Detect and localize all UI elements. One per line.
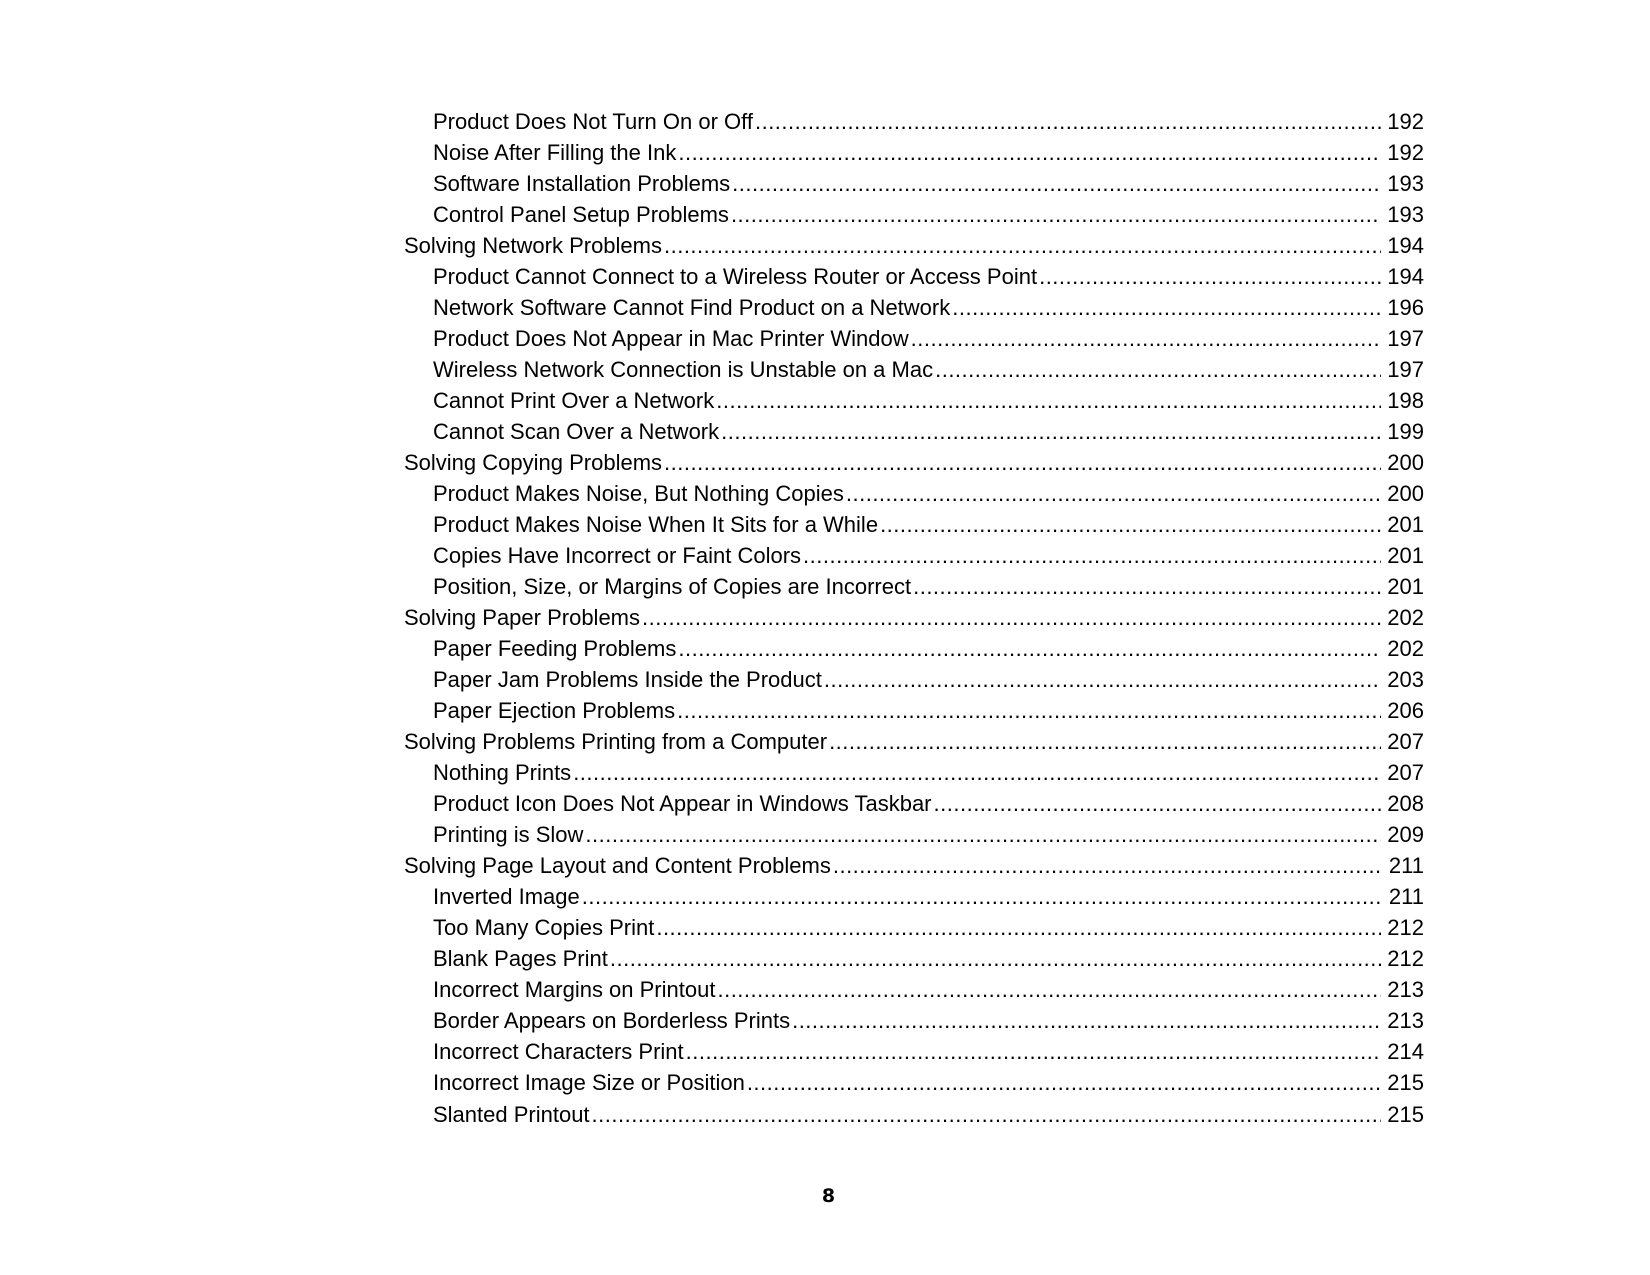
toc-entry-page: 202 [1387, 636, 1424, 662]
toc-entry[interactable] [404, 261, 1424, 292]
toc-entry-page: 193 [1387, 171, 1424, 197]
toc-entry-title: Too Many Copies Print [433, 915, 655, 941]
toc-entry-title: Solving Network Problems [404, 233, 662, 259]
dot-leader [911, 323, 1382, 354]
toc-entry[interactable] [404, 633, 1424, 664]
toc-entry-title: Paper Feeding Problems [433, 636, 677, 662]
toc-entry-page: 214 [1387, 1039, 1424, 1065]
dot-leader [592, 1099, 1382, 1130]
toc-entry[interactable] [404, 137, 1424, 168]
toc-entry-page: 200 [1387, 481, 1424, 507]
toc-entry[interactable] [404, 106, 1424, 137]
dot-leader [880, 509, 1381, 540]
dot-leader [573, 757, 1381, 788]
dot-leader [664, 447, 1381, 478]
dot-leader [678, 633, 1381, 664]
toc-entry-title: Paper Jam Problems Inside the Product [433, 667, 822, 693]
toc-entry-title: Product Cannot Connect to a Wireless Router or Access Point [433, 264, 1038, 290]
toc-entry-page: 201 [1387, 512, 1424, 538]
dot-leader [803, 540, 1381, 571]
toc-entry-title: Incorrect Characters Print [433, 1039, 684, 1065]
toc-entry-page: 212 [1387, 946, 1424, 972]
toc-entry[interactable] [404, 695, 1424, 726]
toc-entry-page: 213 [1387, 1008, 1424, 1034]
toc-entry[interactable] [404, 571, 1424, 602]
dot-leader [829, 726, 1381, 757]
toc-entry-page: 199 [1387, 419, 1424, 445]
dot-leader [913, 571, 1381, 602]
dot-leader [610, 943, 1381, 974]
toc-entry-title: Printing is Slow [433, 822, 584, 848]
toc-entry[interactable] [404, 416, 1424, 447]
toc-entry-title: Control Panel Setup Problems [433, 202, 729, 228]
toc-entry-page: 215 [1387, 1101, 1424, 1127]
dot-leader [934, 788, 1382, 819]
toc-entry-page: 201 [1387, 574, 1424, 600]
dot-leader [664, 230, 1381, 261]
toc-entry-title: Solving Paper Problems [404, 605, 641, 631]
toc-entry-page: 203 [1387, 667, 1424, 693]
dot-leader [721, 416, 1381, 447]
toc-entry-page: 211 [1388, 884, 1424, 910]
dot-leader [747, 1067, 1381, 1098]
toc-entry[interactable] [404, 943, 1424, 974]
toc-entry-page: 215 [1387, 1070, 1424, 1096]
toc-entry-page: 196 [1387, 295, 1424, 321]
toc-entry-page: 192 [1387, 140, 1424, 166]
toc-entry-page: 197 [1387, 357, 1424, 383]
toc-entry-page: 209 [1387, 822, 1424, 848]
toc-entry-page: 201 [1387, 543, 1424, 569]
toc-entry-title: Network Software Cannot Find Product on a Network [433, 295, 951, 321]
toc-entry-title: Blank Pages Print [433, 946, 608, 972]
toc-entry[interactable] [404, 912, 1424, 943]
toc-entry-title: Nothing Prints [433, 760, 572, 786]
toc-entry-page: 194 [1387, 264, 1424, 290]
toc-entry-page: 207 [1387, 760, 1424, 786]
dot-leader [717, 974, 1381, 1005]
toc-entry-title: Cannot Print Over a Network [433, 388, 715, 414]
toc-entry-title: Product Does Not Turn On or Off [433, 109, 753, 134]
toc-entry-title: Wireless Network Connection is Unstable on a Mac [433, 357, 934, 383]
toc-entry-title: Inverted Image [433, 884, 580, 910]
toc-entry-title: Incorrect Image Size or Position [433, 1070, 745, 1096]
toc-entry-page: 194 [1387, 233, 1424, 259]
dot-leader [935, 354, 1381, 385]
toc-entry[interactable] [404, 168, 1424, 199]
toc-entry-title: Solving Page Layout and Content Problems [404, 853, 831, 879]
toc-entry[interactable] [404, 974, 1424, 1005]
toc-entry[interactable] [404, 602, 1424, 633]
toc-entry-title: Cannot Scan Over a Network [433, 419, 720, 445]
toc-entry-page: 212 [1387, 915, 1424, 941]
toc-entry[interactable] [404, 757, 1424, 788]
toc-entry[interactable] [404, 199, 1424, 230]
toc-entry-title: Product Makes Noise, But Nothing Copies [433, 481, 844, 507]
toc-entry[interactable] [404, 819, 1424, 850]
toc-entry-title: Position, Size, or Margins of Copies are Incorrect [433, 574, 912, 600]
dot-leader [833, 850, 1383, 881]
dot-leader [755, 106, 1381, 137]
toc-entry-page: 211 [1388, 853, 1424, 879]
toc-entry[interactable] [404, 881, 1424, 912]
toc-entry-page: 202 [1387, 605, 1424, 631]
toc-entry[interactable] [404, 1067, 1424, 1098]
toc-entry-title: Noise After Filling the Ink [433, 140, 677, 166]
toc-entry[interactable] [404, 1005, 1424, 1036]
toc-entry[interactable] [404, 292, 1424, 323]
dot-leader [642, 602, 1381, 633]
toc-entry-title: Paper Ejection Problems [433, 698, 676, 724]
dot-leader [732, 168, 1381, 199]
toc-entry-page: 193 [1387, 202, 1424, 228]
toc-entry-title: Product Does Not Appear in Mac Printer Window [433, 326, 909, 352]
dot-leader [716, 385, 1381, 416]
dot-leader [656, 912, 1381, 943]
dot-leader [952, 292, 1381, 323]
toc-entry-title: Product Icon Does Not Appear in Windows Taskbar [433, 791, 932, 817]
toc-entry[interactable] [404, 664, 1424, 695]
toc-entry-title: Software Installation Problems [433, 171, 731, 197]
table-of-contents [404, 106, 1424, 1130]
toc-entry[interactable] [404, 385, 1424, 416]
toc-entry[interactable] [404, 478, 1424, 509]
toc-entry-page: 198 [1387, 388, 1424, 414]
dot-leader [824, 664, 1381, 695]
toc-entry-title: Slanted Printout [433, 1101, 590, 1127]
dot-leader [792, 1005, 1381, 1036]
page-number: 8 [821, 1185, 836, 1207]
toc-entry-title: Product Makes Noise When It Sits for a While [433, 512, 879, 538]
toc-entry[interactable] [404, 850, 1424, 881]
toc-entry[interactable] [404, 1036, 1424, 1067]
dot-leader [1039, 261, 1381, 292]
dot-leader [585, 819, 1381, 850]
dot-leader [678, 137, 1381, 168]
toc-entry-page: 192 [1387, 109, 1424, 134]
toc-entry[interactable] [404, 540, 1424, 571]
toc-entry[interactable] [404, 354, 1424, 385]
dot-leader [686, 1036, 1382, 1067]
toc-entry-page: 207 [1387, 729, 1424, 755]
toc-entry-title: Solving Copying Problems [404, 450, 663, 476]
toc-entry-page: 200 [1387, 450, 1424, 476]
dot-leader [677, 695, 1381, 726]
toc-entry-title: Border Appears on Borderless Prints [433, 1008, 791, 1034]
toc-entry-title: Incorrect Margins on Printout [433, 977, 716, 1003]
toc-entry-page: 213 [1387, 977, 1424, 1003]
toc-entry[interactable] [404, 230, 1424, 261]
toc-entry-page: 208 [1387, 791, 1424, 817]
toc-entry[interactable] [404, 447, 1424, 478]
toc-entry-page: 206 [1387, 698, 1424, 724]
dot-leader [846, 478, 1381, 509]
toc-entry[interactable] [404, 726, 1424, 757]
toc-entry[interactable] [404, 788, 1424, 819]
toc-entry-page: 197 [1387, 326, 1424, 352]
toc-entry-title: Solving Problems Printing from a Computer [404, 729, 828, 755]
toc-entry[interactable] [404, 323, 1424, 354]
dot-leader [731, 199, 1381, 230]
toc-entry-title: Copies Have Incorrect or Faint Colors [433, 543, 802, 569]
toc-entry[interactable] [404, 509, 1424, 540]
dot-leader [582, 881, 1383, 912]
toc-entry[interactable] [404, 1099, 1424, 1130]
